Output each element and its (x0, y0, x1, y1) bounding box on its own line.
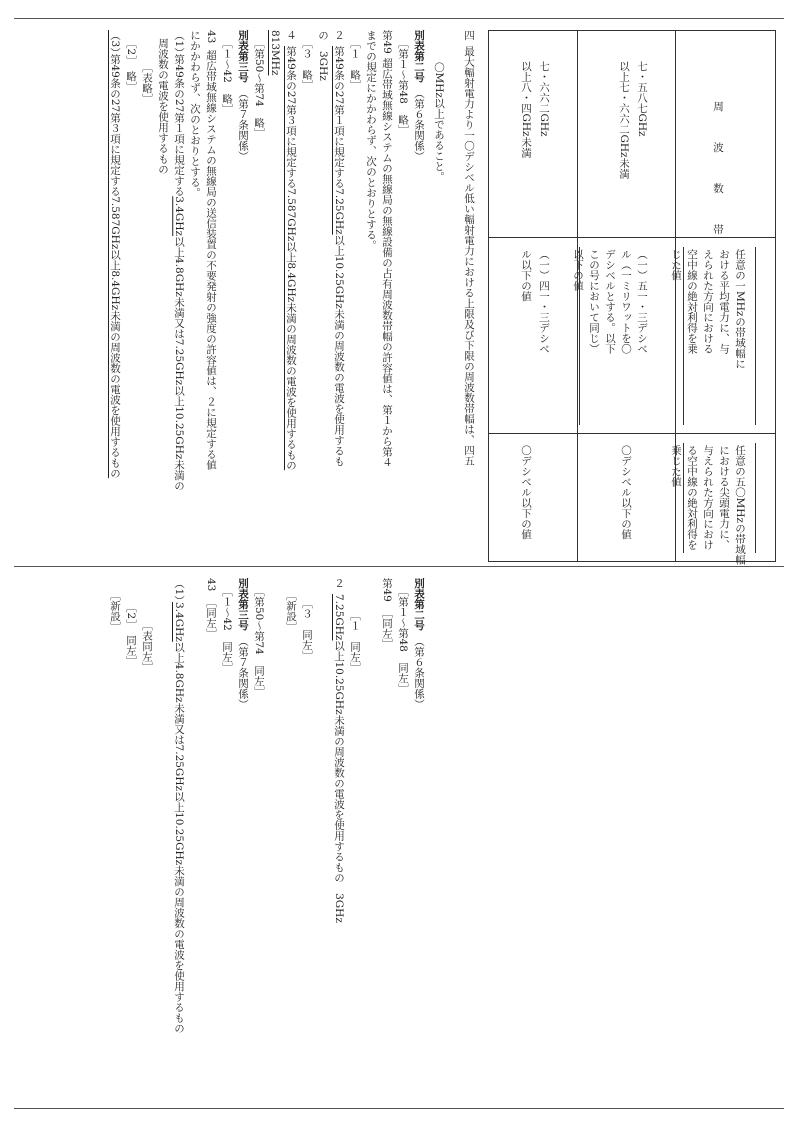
lower-s2-ref: （第６条関係） (413, 636, 425, 710)
upper-s3-1-underlined: 3.4GHz (173, 196, 185, 237)
header-peak-line-3: 与えられた方向におけ (702, 445, 714, 550)
lower-s3-new: ［新設］ (109, 590, 121, 632)
lower-s3-title: 別表第三号 (237, 578, 249, 631)
header-peak-line-5: 乗じた値 (670, 445, 682, 487)
header-avg-line-5: じた値 (670, 249, 682, 281)
row1-avg-line-2: ル（一ミリワットを〇 (620, 249, 632, 354)
row1-avg-line-4: この号において同じ） (588, 249, 600, 354)
lower-s2-omit-1: ［第１～第48 同左］ (397, 586, 409, 694)
upper-s2-49-line-2: までの規定にかかわらず、次のとおりとする。 (365, 30, 377, 251)
upper-s3-3-line-1: 第49条の27第３項に規定する7.587GHz以上8.4GHz未満の周波数の電波を使用するもの (109, 54, 121, 479)
lower-s2-omit-2: ［第50～第74 同左］ (253, 586, 265, 697)
row1-band-line-1: 七・五八七GHz (636, 61, 648, 137)
row1-avg-line-1: （一）五一・三デシベ (636, 249, 648, 354)
lower-s2-item-1: ［１ 同左］ (349, 610, 361, 673)
lower-s2-item-3: ［３ 同左］ (301, 598, 313, 661)
lower-s3-1-underlined: 3.4GHz (173, 602, 185, 642)
table-row-divider-1 (577, 31, 578, 561)
upper-s3-43-line-2: にかかわらず、次のとおりとする。 (189, 30, 201, 198)
upper-s3-1-num: （1） (173, 30, 185, 58)
upper-s2-omit-1: ［第１～第48 略］ (397, 38, 409, 136)
upper-s3-2-omit: ［2］ 略］ (125, 38, 137, 92)
top-rule (14, 18, 784, 19)
header-avg-line-2: おける平均電力に、与 (718, 249, 730, 354)
upper-s2-49-2-num: ２ (333, 30, 345, 41)
upper-s3-43-num: 43 (205, 30, 217, 44)
lower-s2-49: 第49 ［同左］ (381, 578, 393, 650)
row1-peak-value: 〇デシベル以下の値 (620, 445, 632, 540)
row2-avg-line-1: （一）四一・三デシベ (538, 249, 550, 354)
lower-s3-43: 43 ［同左］ (205, 578, 217, 639)
upper-s3-title: 別表第三号 (237, 30, 249, 83)
header-avg-line-4: 空中線の絶対利得を乗 (686, 249, 698, 354)
upper-s2-49-num: 第49 (381, 30, 393, 54)
upper-s2-ref: （第６条関係） (413, 88, 425, 162)
header-avg-line-3: えられた方向における (702, 249, 714, 354)
row2-peak-value: 〇デシベル以下の値 (520, 445, 532, 540)
table-col-divider-2 (489, 433, 775, 434)
note-number: 四 (463, 30, 475, 41)
row1-band-line-2: 以上七・六六二GHz未満 (618, 61, 630, 179)
upper-s3-43-line-1: 超広帯域無線システムの無線局の送信装置の不要発射の強度の許容値は、２に規定する値 (205, 50, 217, 470)
upper-s3-1-line-1 (172, 54, 185, 491)
upper-s3-3-num: （3） (109, 30, 121, 58)
lower-s2-title: 別表第二号 (413, 578, 425, 631)
row1-avg-line-5: 以下の値 (572, 249, 584, 291)
upper-s3-1-pre: 第49条の27第１項に規定する (173, 54, 185, 197)
upper-s2-49-2-rest: 以上10.25GHz未満の周波数の電波を使用するも (333, 234, 345, 467)
row1-avg-line-3: デシベルとする。以下 (604, 249, 616, 354)
upper-s2-49-2-line-1 (332, 46, 345, 466)
upper-s2-49-4-num: ４ (285, 30, 297, 41)
lower-s3-2: ［2］ 同左］ (125, 602, 137, 667)
upper-s3-omit-1: ［１～42 略］ (221, 38, 233, 115)
lower-s2-2-underlined: 7.25GHz (333, 594, 345, 641)
upper-s2-omit-2: ［第50～第74 略］ (253, 38, 265, 139)
row2-band-line-1: 七・六六二GHz (538, 61, 550, 137)
upper-s3-1-rest: 以上4.8GHz未満又は7.25GHz以上10.25GHz未満の (173, 236, 185, 491)
header-peak-line-2: における尖頭電力に、 (718, 445, 730, 550)
lower-s2-2-num: ２ (333, 578, 345, 589)
lower-s3-1-table: ［表同左］ (141, 620, 153, 673)
lower-s3-1-line (172, 602, 185, 1033)
upper-s2-title: 別表第二号 (413, 30, 425, 83)
lower-s3-omit-1: ［１～42 同左］ (221, 586, 233, 673)
upper-s2-49-4-line-2: 813MHz (269, 30, 281, 76)
upper-s3-ref: （第７条関係） (237, 88, 249, 162)
lower-s2-new: ［新設］ (285, 590, 297, 632)
upper-s2-49-2-underlined: 第49条の27第１項に規定する7.25GHz (333, 46, 345, 235)
note-line-1: 最大輻射電力より一〇デシベル低い輻射電力における上限及び下限の周波数帯幅は、四五 (463, 46, 475, 466)
note-line-2: 〇MHz以上であること。 (433, 62, 445, 182)
emission-table (488, 30, 776, 565)
lower-s3-1-rest: 以上4.8GHz未満又は7.25GHz以上10.25GHz未満の周波数の電波を使用するもの (173, 641, 185, 1034)
upper-s3-1-table-omit: ［表略］ (141, 62, 153, 104)
row2-avg-line-2: ル以下の値 (520, 249, 532, 302)
lower-s3-ref: （第７条関係） (237, 636, 249, 710)
header-peak-line-4: る空中線の絶対利得を (686, 445, 698, 550)
upper-s2-49-line-1: 超広帯域無線システムの無線局の無線設備の占有周波数帯幅の許容値は、第１から第４ (381, 58, 393, 468)
bottom-rule (14, 1108, 784, 1109)
upper-s2-49-2-line-2: の 3GHz (317, 30, 329, 81)
header-peak-line-1: 任意の五〇MHzの帯域幅 (734, 445, 746, 565)
row2-band-line-2: 以上八・四GHz未満 (520, 61, 532, 158)
middle-rule (14, 566, 784, 567)
lower-s2-2-rest: 以上10.25GHz未満の周波数の電波を使用するもの 3GHz (333, 640, 345, 923)
header-frequency-band: 周 波 数 帯 (712, 101, 724, 245)
upper-s2-49-item-1: ［１ 略］ (349, 38, 361, 91)
header-avg-line-1: 任意の一MHzの帯域幅に (734, 249, 746, 369)
upper-s2-49-item-3: ［３ 略］ (301, 38, 313, 91)
upper-s2-49-4-line-1: 第49条の27第３項に規定する7.587GHz以上8.4GHz未満の周波数の電波を使用するもの (285, 46, 297, 471)
upper-s3-1-line-2: 周波数の電波を使用するもの (157, 38, 169, 175)
lower-s3-1-num: （1） (173, 578, 185, 606)
lower-s2-2-line (332, 594, 345, 923)
